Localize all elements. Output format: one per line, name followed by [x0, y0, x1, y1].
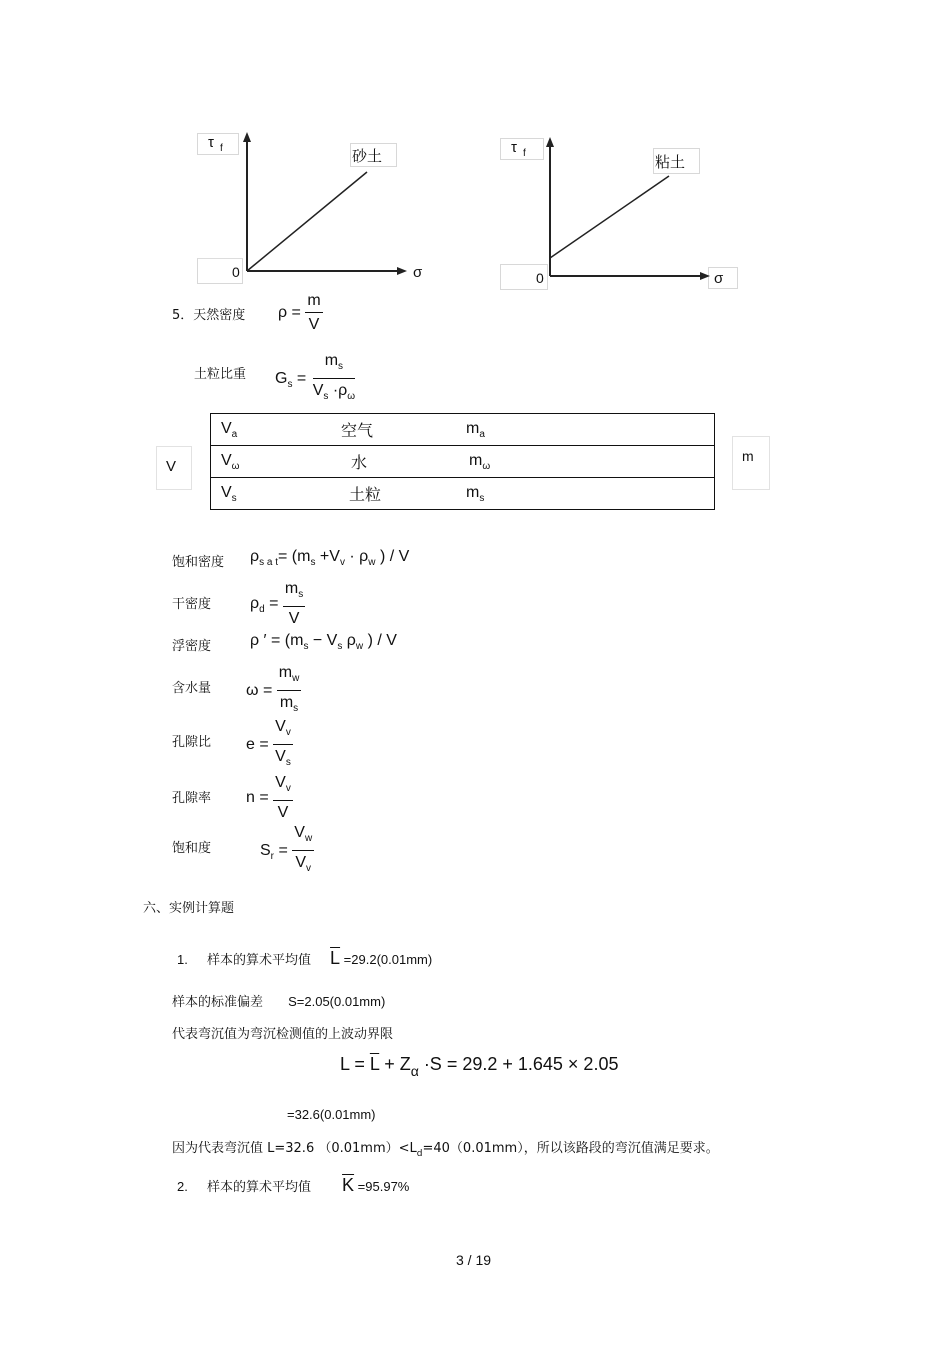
saturation-formula: $S_r$ = $\frac{V_w}{V_v}$ [260, 824, 313, 874]
x-axis-label: σ [413, 264, 423, 281]
water-content-formula: ω = $\frac{m_w}{m_s}$ [246, 664, 300, 714]
natural-density-label: 5．天然密度 [172, 308, 246, 323]
mass-cell: $m_s$ [466, 478, 715, 510]
q1-result: =32.6(0.01mm) [287, 1107, 376, 1122]
specific-gravity-label: 土粒比重 [194, 367, 247, 382]
upper-limit-formula: $L = \overline{L} + Z_\alpha \cdot S = 29.2 + 1.645 \times 2.05$ [340, 1054, 619, 1079]
saturated-density-formula: $\rho_{s a t}= (m_s +V_v \cdot \rho_w$ ) / V [250, 548, 410, 568]
phase-name-cell: 水 [341, 446, 466, 478]
porosity-label: 孔隙率 [172, 791, 212, 806]
natural-density-formula: ρ = $\frac{m}{V}$ [278, 292, 321, 333]
q1-std-line: 样本的标准偏差 S=2.05(0.01mm) [172, 994, 386, 1010]
table-row [211, 414, 715, 446]
void-ratio-formula: e = $\frac{V_v}{V_s}$ [246, 718, 291, 768]
sand-strength-line [247, 172, 367, 271]
mass-cell: $m_a$ [466, 414, 715, 446]
curve-label: 粘土 [655, 153, 686, 171]
phase-name-cell: 土粒 [341, 478, 466, 510]
saturated-density-label: 饱和密度 [172, 555, 225, 570]
side-v-label: V [166, 458, 177, 475]
water-content-label: 含水量 [172, 681, 212, 696]
dry-density-formula: $\rho_d$ = $\frac{m_s}{V}$ [250, 580, 304, 627]
volume-cell: $V_a$ [211, 414, 342, 446]
mean-symbol: $\overline{K}$ [342, 1175, 355, 1195]
phase-table [210, 413, 715, 510]
table-row [211, 478, 715, 510]
buoyant-density-label: 浮密度 [172, 639, 212, 654]
page-number: 3 / 19 [456, 1252, 492, 1268]
volume-cell: $V_s$ [211, 478, 342, 510]
q1-line: 1. 样本的算术平均值 $\overline{L} =29.2(0.01mm)$ [177, 948, 433, 968]
graph-sand-axes [236, 130, 436, 280]
graph-clay-axes [540, 135, 720, 285]
y-axis-label: τ $_f$ [511, 139, 526, 159]
curve-label: 砂土 [352, 147, 383, 165]
phase-name-cell: 空气 [341, 414, 466, 446]
origin-label: 0 [536, 270, 544, 286]
buoyant-density-formula: ρ ′ = ($m_s - V_s$ $\rho_w$ ) / V [250, 632, 397, 652]
q1-conclusion: 因为代表弯沉值 L=32.6 $(0.01mm)<L_d=40(0.01mm)$，所以该路段的弯沉值满足要求。 [172, 1141, 719, 1159]
x-axis-label: σ [714, 270, 724, 287]
volume-cell: $V_\omega$ [211, 446, 342, 478]
q1-repr-text: 代表弯沉值为弯沉检测值的上波动界限 [172, 1027, 394, 1042]
dry-density-label: 干密度 [172, 597, 212, 612]
q2-line: 2. 样本的算术平均值 $\overline{K} =95.97\%$ [177, 1175, 410, 1195]
saturation-label: 饱和度 [172, 841, 212, 856]
section-heading: 六、实例计算题 [143, 901, 235, 916]
table-row [211, 446, 715, 478]
y-axis-label: τ $_f$ [208, 134, 223, 154]
mean-symbol: $\overline{L}$ [330, 948, 341, 968]
side-m-label: m [742, 448, 754, 464]
mass-cell: $m_\omega$ [466, 446, 715, 478]
specific-gravity-formula: $G_s$ = $\frac{m_s}{V_s \cdot\rho_\omega}$ [275, 352, 356, 402]
origin-label: 0 [232, 264, 240, 280]
porosity-formula: n = $\frac{V_v}{V}$ [246, 774, 291, 821]
clay-strength-line [550, 176, 669, 258]
void-ratio-label: 孔隙比 [172, 735, 212, 750]
